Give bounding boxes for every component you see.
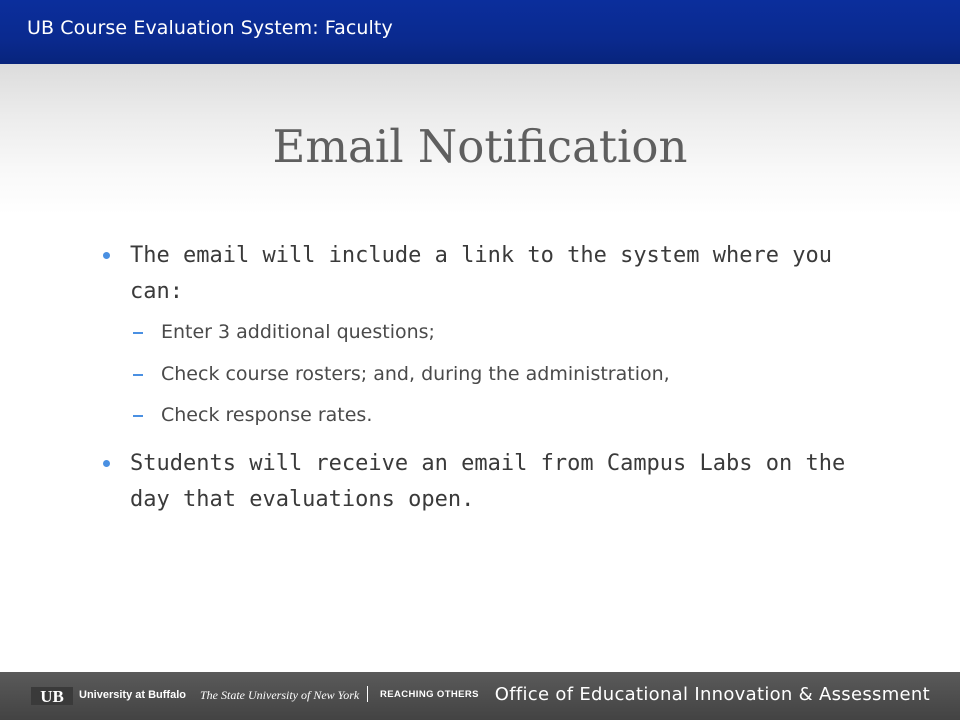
slide-title: Email Notification (272, 120, 688, 173)
ub-logo-icon (30, 684, 74, 708)
suny-text: The State University of New York (200, 688, 360, 702)
footer-tagline: REACHING OTHERS (380, 689, 479, 700)
dash-icon (133, 415, 143, 417)
sub-bullet-text: Enter 3 additional questions; (161, 321, 435, 343)
office-name: Office of Educational Innovation & Assessment (494, 684, 930, 705)
bullet-text: Students will receive an email from Campus Labs on the day that evaluations open. (130, 451, 846, 512)
footer-bar (0, 672, 960, 720)
sub-bullet-item (161, 403, 372, 427)
sub-bullet-item (161, 362, 670, 386)
bullet-dot-icon (103, 252, 110, 259)
svg-text:UB: UB (40, 687, 64, 706)
sub-bullet-item (161, 320, 435, 344)
bullet-item (130, 238, 850, 310)
dash-icon (133, 332, 143, 334)
footer-divider (367, 686, 368, 702)
bullet-text: The email will include a link to the system where you can: (130, 243, 832, 304)
dash-icon (133, 374, 143, 376)
university-name: University at Buffalo (79, 689, 186, 701)
bullet-item (130, 446, 850, 518)
bullet-dot-icon (103, 460, 110, 467)
header-title: UB Course Evaluation System: Faculty (27, 17, 393, 39)
sub-bullet-text: Check course rosters; and, during the administration, (161, 363, 670, 385)
sub-bullet-text: Check response rates. (161, 404, 373, 426)
